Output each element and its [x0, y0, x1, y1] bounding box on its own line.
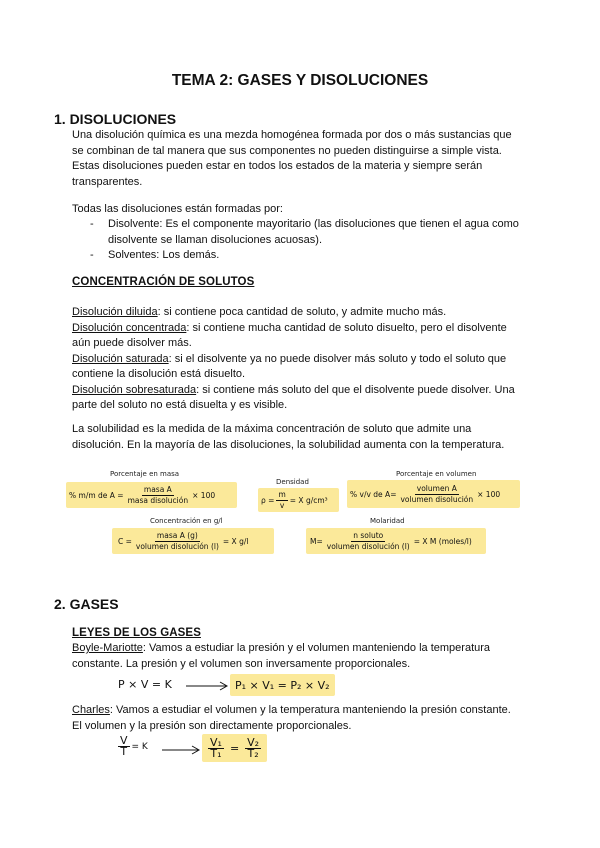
- text-line: se combinan de tal manera que sus componentes no pueden distinguirse a simple vista.: [72, 144, 502, 157]
- subheading-concentracion: CONCENTRACIÓN DE SOLUTOS: [72, 276, 255, 288]
- definition-line: contiene la disolución está disuelto.: [72, 368, 246, 380]
- charles-equation-right: $\frac{\text{V₁}}{\text{T₁}}$ = $\frac{\text{V₂}}{\text{T₂}}$: [202, 734, 267, 762]
- text-line: Una disolución química es una mezda homogénea formada por dos o más sustancias que: [72, 129, 512, 141]
- text-line: El volumen y la presión son directamente proporcionales.: [72, 719, 352, 732]
- formula-densidad: ρ = $\frac{m}{v}$ = X g/cm³: [258, 488, 339, 512]
- charles-equation-left: $\frac{V}{T}$ = K: [120, 734, 148, 758]
- formula-porcentaje-masa: % m/m de A = $\frac{\text{masa A}}{\text{masa disolución}}$ × 100: [66, 482, 237, 508]
- formula-porcentaje-volumen: % v/v de A= $\frac{\text{volumen A}}{\text{volumen disolución}}$ × 100: [347, 480, 520, 508]
- formed-by-text: Todas las disoluciones están formadas por:: [72, 203, 283, 215]
- formula-molaridad: M= $\frac{\text{n soluto}}{\text{volumen disolución (l)}}$ = X M (moles/l): [306, 528, 486, 554]
- definition-line: Disolución concentrada: si contiene mucha cantidad de soluto disuelto, pero el disolvente: [72, 321, 507, 334]
- definition-line: Disolución saturada: si el disolvente ya no puede disolver más soluto y todo el soluto que: [72, 352, 507, 365]
- list-item: - Solventes: Los demás.: [90, 249, 220, 261]
- definition-line: Disolución diluida: si contiene poca cantidad de soluto, y admite mucho más.: [72, 306, 447, 318]
- formula-label-volumen: Porcentaje en volumen: [396, 470, 477, 478]
- text-line: Estas disoluciones pueden estar en todos los estados de la materia y siempre serán: [72, 160, 483, 172]
- page-title: TEMA 2: GASES Y DISOLUCIONES: [171, 72, 429, 89]
- boyle-equation-left: P × V = K: [118, 678, 172, 691]
- list-item: disolvente se llaman disoluciones acuosas).: [108, 233, 323, 246]
- charles-paragraph: [72, 703, 511, 734]
- arrow-right-icon: [186, 680, 230, 692]
- section-heading-disoluciones: 1. DISOLUCIONES: [54, 111, 177, 127]
- bullet-list: [90, 217, 519, 264]
- subheading-leyes-gases: LEYES DE LOS GASES: [72, 627, 201, 639]
- boyle-equation-right: P₁ × V₁ = P₂ × V₂: [230, 674, 335, 696]
- definition-line: parte del soluto no está disuelta y es visible.: [72, 399, 288, 411]
- section-heading-gases: 2. GASES: [54, 596, 119, 612]
- definitions: [72, 305, 515, 414]
- text-line: constante. La presión y el volumen son inversamente proporcionales.: [72, 657, 411, 670]
- definition-line: Disolución sobresaturada: si contiene más soluto del que el disolvente puede disolver. Una: [72, 383, 515, 396]
- text-line: La solubilidad es la medida de la máxima concentración de soluto que admite una: [72, 423, 472, 435]
- formula-concentracion-gl: C = $\frac{\text{masa A (g)}}{\text{volumen disolución (l)}}$ = X g/l: [112, 528, 274, 554]
- boyle-paragraph: [72, 641, 490, 672]
- intro-paragraph: [72, 128, 512, 190]
- formula-label-gl: Concentración en g/l: [150, 517, 223, 525]
- text-line: Boyle-Mariotte: Vamos a estudiar la presión y el volumen manteniendo la temperatura: [72, 642, 491, 654]
- solubility-paragraph: [72, 422, 504, 453]
- text-line: transparentes.: [72, 175, 143, 188]
- definition-line: aún puede disolver más.: [72, 337, 192, 349]
- formula-label-molaridad: Molaridad: [370, 517, 405, 525]
- text-line: disolución. En la mayoría de las disoluciones, la solubilidad aumenta con la temperatura.: [72, 438, 505, 451]
- formula-label-masa: Porcentaje en masa: [110, 470, 180, 478]
- text-line: Charles: Vamos a estudiar el volumen y la temperatura manteniendo la presión constante.: [72, 704, 511, 716]
- formula-label-densidad: Densidad: [276, 478, 309, 486]
- arrow-right-icon: [162, 744, 202, 756]
- list-item: - Disolvente: Es el componente mayoritario (las disoluciones que tienen el agua como: [90, 218, 519, 230]
